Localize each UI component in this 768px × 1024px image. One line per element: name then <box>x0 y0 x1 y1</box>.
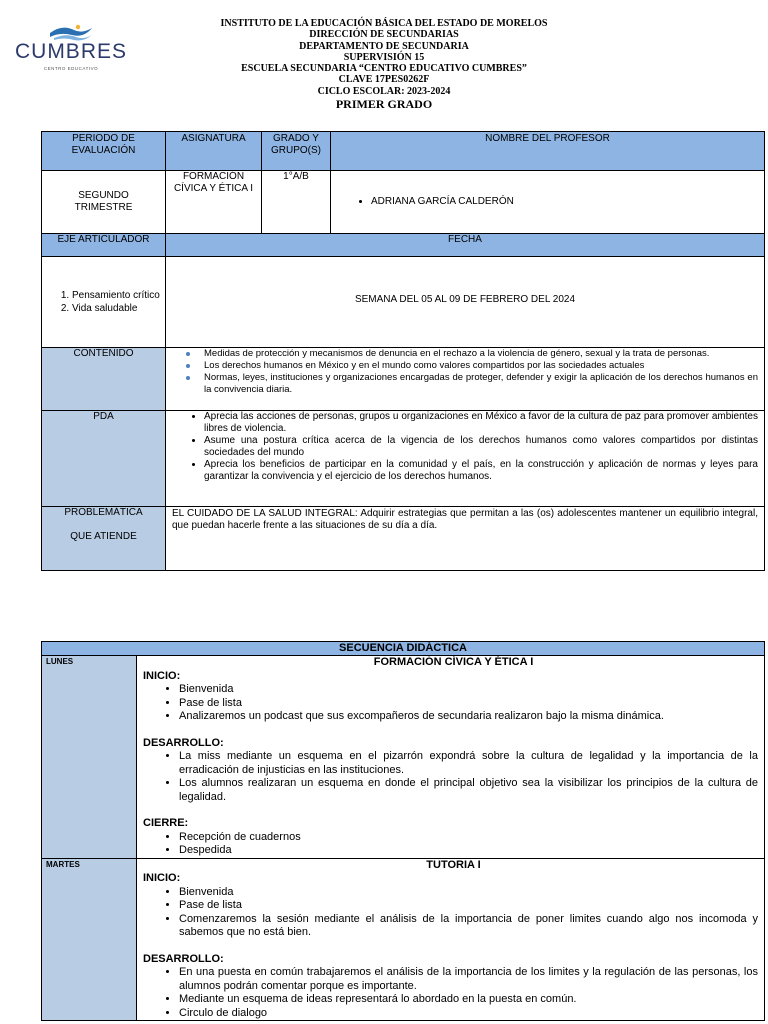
activity-item: • Despedida <box>179 844 764 858</box>
didactic-sequence-table <box>41 641 765 1021</box>
eje-item: 2. Vida saludable <box>72 302 165 315</box>
contenido-item: Los derechos humanos en México y en el mundo como valores compartidos por las sociedades actuales <box>204 360 758 372</box>
pda-item: • Aprecia las acciones de personas, grupos u organizaciones en México a favor de la cultura de paz para promover ambientes libres de violencia. <box>204 411 758 435</box>
header-eje: EJE ARTICULADOR <box>42 234 166 257</box>
header-line: SUPERVISIÓN 15 <box>343 51 425 63</box>
activity-item: • Recepción de cuadernos <box>179 831 764 845</box>
phase-inicio: INICIO: <box>143 669 181 682</box>
school-logo <box>14 24 128 76</box>
asignatura-value: FORMACIÓN CÍVICA Y ÉTICA I <box>166 171 262 234</box>
logo-wordmark: CUMBRES <box>14 40 127 63</box>
activity-item: • Analizaremos un podcast que sus excompañeros de secundaria realizaron bajo la misma dinámica. <box>179 710 764 724</box>
header-profesor: NOMBRE DEL PROFESOR <box>331 132 765 171</box>
header-line: CLAVE 17PES0262F <box>338 74 430 86</box>
header-problematica: PROBLEMÁTICA <box>64 507 143 518</box>
pda-list <box>166 411 758 483</box>
eje-item: 1. Pensamiento crítico <box>72 289 165 302</box>
header-line: INSTITUTO DE LA EDUCACIÓN BÁSICA DEL ESTADO DE MORELOS <box>220 18 548 29</box>
activity-item: • La miss mediante un esquema en el pizarrón expondrá sobre la cultura de legalidad y la importancia de la erradicación de injusticias en las instituciones. <box>179 750 764 777</box>
activity-item: • Bienvenida <box>179 683 764 697</box>
phase-inicio: INICIO: <box>143 872 181 884</box>
activity-item: • En una puesta en común trabajaremos el análisis de la importancia de los limites y la regulación de las personas, los alumnos podrán comentar porque es importante. <box>179 966 764 993</box>
activity-item: • Comenzaremos la sesión mediante el análisis de la importancia de poner limites cuando algo nos incomoda y sabemos que no está bien. <box>179 913 764 940</box>
activity-item: • Pase de lista <box>179 697 764 711</box>
day-label-martes: MARTES <box>42 858 137 1021</box>
grado-value: 1°A/B <box>262 171 331 234</box>
activity-item: • Pase de lista <box>179 899 764 913</box>
fecha-value: SEMANA DEL 05 AL 09 DE FEBRERO DEL 2024 <box>166 257 765 348</box>
contenido-item: Medidas de protección y mecanismos de denuncia en el rechazo a la violencia de género, sexual y la trata de personas. <box>204 348 758 360</box>
problematica-value: EL CUIDADO DE LA SALUD INTEGRAL: Adquirir estrategias que permitan a las (os) adolescentes mantener un equilibrio integral, que puedan hacerle frente a las situaciones de su día a día. <box>166 507 765 571</box>
activity-item: • Los alumnos realizaran un esquema en donde el principal objetivo sea la visibilizar los principios de la cultura de legalidad. <box>179 777 764 804</box>
subject-title: TUTORIA I <box>426 858 481 871</box>
header-periodo: PERIODO DE EVALUACIÓN <box>42 132 166 171</box>
header-line: DEPARTAMENTO DE SECUNDARIA <box>299 40 469 52</box>
pda-item: • Asume una postura crítica acerca de la vigencia de los derechos humanos como valores compartidos por distintas sociedades del mundo <box>204 435 758 459</box>
contenido-list <box>166 348 758 396</box>
phase-desarrollo: DESARROLLO: <box>143 952 224 965</box>
header-line: DIRECCIÓN DE SECUNDARIAS <box>309 29 459 41</box>
phase-cierre: CIERRE: <box>143 817 189 829</box>
day-label-lunes: LUNES <box>42 656 137 859</box>
periodo-value: SEGUNDO TRIMESTRE <box>42 171 166 234</box>
subject-title: FORMACIÓN CÍVICA Y ÉTICA I <box>373 656 534 668</box>
document-header <box>150 18 618 111</box>
header-contenido: CONTENIDO <box>42 348 166 411</box>
activity-item: • Circulo de dialogo <box>179 1007 764 1021</box>
activity-item: • Bienvenida <box>179 886 764 900</box>
planning-info-table <box>41 131 765 571</box>
header-line: ESCUELA SECUNDARIA “CENTRO EDUCATIVO CUMBRES” <box>241 63 527 75</box>
activity-item: • Mediante un esquema de ideas representará lo abordado en la puesta en común. <box>179 993 764 1007</box>
header-grado: GRADO Y GRUPO(S) <box>262 132 331 171</box>
phase-desarrollo: DESARROLLO: <box>143 736 224 749</box>
logo-subtitle: CENTRO EDUCATIVO <box>43 66 99 71</box>
header-que-atiende: QUE ATIENDE <box>70 531 137 542</box>
header-line: CICLO ESCOLAR: 2023-2024 <box>317 85 451 97</box>
ejes-list <box>42 289 165 315</box>
contenido-item: Normas, leyes, instituciones y organizaciones encargadas de proteger, defender y exigir la aplicación de los derechos humanos en la convivencia diaria. <box>204 372 758 395</box>
header-fecha: FECHA <box>166 234 765 257</box>
profesor-name: • ADRIANA GARCÍA CALDERÓN <box>371 196 764 208</box>
pda-item: • Aprecia los beneficios de participar en la comunidad y el país, en la construcción y aplicación de normas y leyes para garantizar la convivencia y el ejercicio de los derechos humanos. <box>204 459 758 483</box>
sequence-title: SECUENCIA DIDÁCTICA <box>42 642 765 656</box>
grade-title: PRIMER GRADO <box>335 97 433 112</box>
header-asignatura: ASIGNATURA <box>166 132 262 171</box>
header-pda: PDA <box>42 411 166 507</box>
